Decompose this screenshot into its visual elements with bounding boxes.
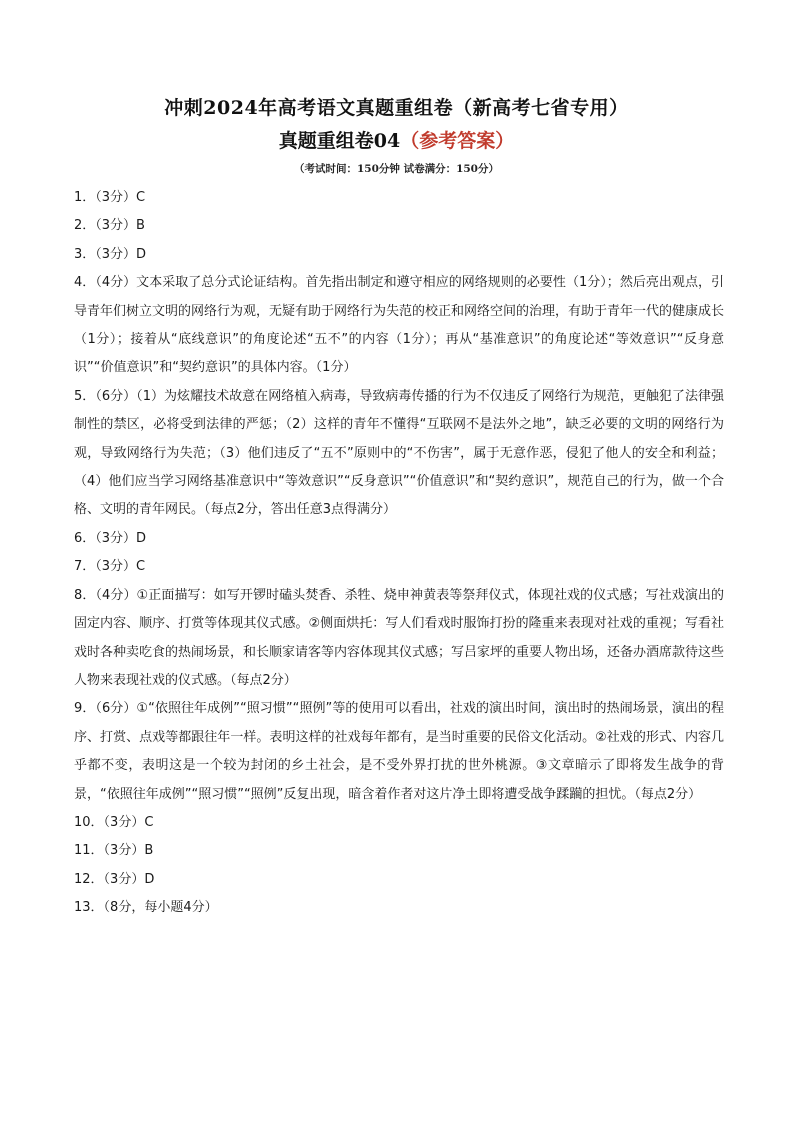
answer-item-3: 3．（3分）D (74, 246, 147, 262)
document-title: 冲刺2024年高考语文真题重组卷（新高考七省专用） (164, 97, 629, 119)
answer-item-6: 6．（3分）D (74, 530, 147, 546)
answer-item-13: 13．（8分，每小题4分） (74, 900, 218, 916)
answer-item-8: 8．（4分）①正面描写：如写开锣时磕头焚香、杀牲、烧申神黄表等祭拜仪式，体现社戏的仪式感；写社戏演出的固定内容、顺序、打赏等体现其仪式感。②侧面烘托：写人们看戏时服饰打扮的隆重来表现对社戏的重视；写看社戏时各种卖吃食的热闹场景，和长顺家请客等内容体现其仪式感；写吕家坪的重要人物出场，还备办酒席款待这些人物来表现社戏的仪式感。（每点2分） (74, 587, 725, 688)
answer-item-10: 10．（3分）C (74, 814, 154, 830)
answer-item-12: 12．（3分）D (74, 871, 155, 887)
subtitle-accent: （参考答案） (400, 130, 515, 152)
answer-item-7: 7．（3分）C (74, 559, 146, 575)
answer-list (74, 184, 724, 923)
answer-item-5: 5．（6分）（1）为炫耀技术故意在网络植入病毒，导致病毒传播的行为不仅违反了网络行为规范，更触犯了法律强制性的禁区，必将受到法律的严惩；（2）这样的青年不懂得“互联网不是法外之地”，缺乏必要的文明的网络行为观，导致网络行为失范；（3）他们违反了“五不”原则中的“不伤害”，属于无意作恶，侵犯了他人的安全和利益；（4）他们应当学习网络基准意识中“等效意识”“反身意识”“价值意识”和“契约意识”，规范自己的行为，做一个合格、文明的青年网民。（每点2分，答出任意3点得满分） (74, 388, 724, 518)
subtitle-main: 真题重组卷04 (278, 130, 401, 152)
answer-item-1: 1．（3分）C (74, 190, 146, 205)
answer-item-11: 11．（3分）B (74, 843, 154, 859)
answer-item-4: 4．（4分）文本采取了总分式论证结构。首先指出制定和遵守相应的网络规则的必要性（1分）；然后亮出观点，引导青年们树立文明的网络行为观，无疑有助于网络行为失范的校正和网络空间的治理，有助于青年一代的健康成长（1分）；接着从“底线意识”的角度论述“五不”的内容（1分）；再从“基准意识”的角度论述“等效意识”“反身意识”“价值意识”和“契约意识”的具体内容。（1分） (74, 275, 725, 376)
answer-item-2: 2．（3分）B (74, 218, 145, 234)
answer-item-9: 9．（6分）①“依照往年成例”“照习惯”“照例”等的使用可以看出，社戏的演出时间，演出时的热闹场景，演出的程序、打赏、点戏等都跟往年一样。表明这样的社戏每年都有，是当时重要的民俗文化活动。②社戏的形式、内容几乎都不变，表明这是一个较为封闭的乡土社会，是不受外界打扰的世外桃源。③文章暗示了即将发生战争的背景，“依照往年成例”“照习惯”“照例”反复出现，暗含着作者对这片净土即将遭受战争蹂躏的担忧。（每点2分） (74, 701, 724, 802)
document-subtitle (0, 126, 793, 153)
exam-info: （考试时间：150分钟 试卷满分：150分） (294, 163, 499, 175)
